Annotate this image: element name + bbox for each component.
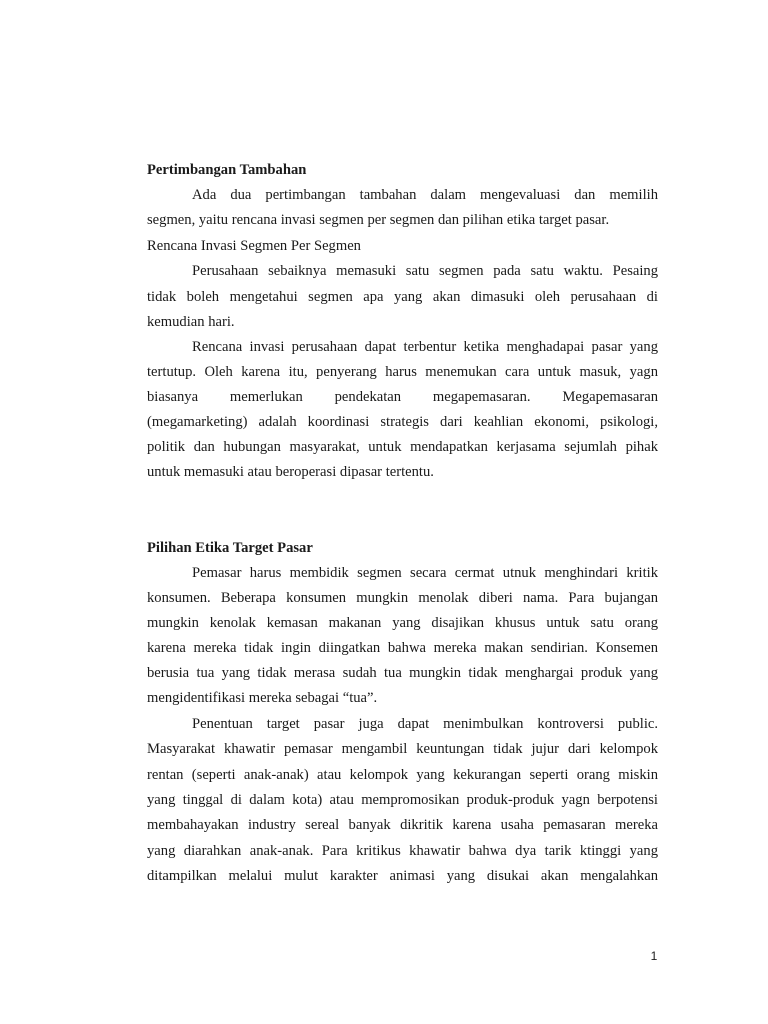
paragraph-line: (megamarketing) adalah koordinasi strategis dari keahlian ekonomi, psikologi,: [147, 414, 658, 430]
paragraph-line: Pemasar harus membidik segmen secara cermat utnuk menghindari kritik: [192, 565, 658, 581]
paragraph-line: politik dan hubungan masyarakat, untuk mendapatkan kerjasama sejumlah pihak: [147, 439, 658, 455]
paragraph-line: Ada dua pertimbangan tambahan dalam mengevaluasi dan memilih: [192, 187, 658, 203]
paragraph-line: yang diarahkan anak-anak. Para kritikus khawatir bahwa dya tarik ktinggi yang: [147, 843, 658, 859]
paragraph-line: konsumen. Beberapa konsumen mungkin menolak diberi nama. Para bujangan: [147, 590, 658, 606]
subheading-rencana-invasi: Rencana Invasi Segmen Per Segmen: [147, 238, 361, 254]
paragraph-line: Penentuan target pasar juga dapat menimbulkan kontroversi public.: [192, 716, 658, 732]
paragraph-line: tidak boleh mengetahui segmen apa yang akan dimasuki oleh perusahaan di: [147, 289, 658, 305]
paragraph-line: segmen, yaitu rencana invasi segmen per segmen dan pilihan etika target pasar.: [147, 212, 610, 228]
paragraph-line: biasanya memerlukan pendekatan megapemasaran. Megapemasaran: [147, 389, 658, 405]
paragraph-line: Masyarakat khawatir pemasar mengambil keuntungan tidak jujur dari kelompok: [147, 741, 658, 757]
paragraph-line: ditampilkan melalui mulut karakter animasi yang disukai akan mengalahkan: [147, 868, 658, 884]
paragraph-line: tertutup. Oleh karena itu, penyerang harus menemukan cara untuk masuk, yagn: [147, 364, 658, 380]
paragraph-line: karena mereka tidak ingin diingatkan bahwa mereka makan sendirian. Konsemen: [147, 640, 658, 656]
paragraph-line: mengidentifikasi mereka sebagai “tua”.: [147, 690, 378, 706]
paragraph-line: mungkin kenolak kemasan makanan yang disajikan khusus untuk satu orang: [147, 615, 658, 631]
page-number: 1: [650, 949, 658, 963]
paragraph-line: berusia tua yang tidak merasa sudah tua mungkin tidak menghargai produk yang: [147, 665, 658, 681]
paragraph-line: membahayakan industry sereal banyak dikritik karena usaha pemasaran mereka: [147, 817, 658, 833]
paragraph-line: untuk memasuki atau beroperasi dipasar tertentu.: [147, 464, 434, 480]
paragraph-line: Rencana invasi perusahaan dapat terbentur ketika menghadapai pasar yang: [192, 339, 658, 355]
paragraph-line: rentan (seperti anak-anak) atau kelompok yang kekurangan seperti orang miskin: [147, 767, 658, 783]
paragraph-line: kemudian hari.: [147, 314, 235, 330]
paragraph-line: yang tinggal di dalam kota) atau mempromosikan produk-produk yagn berpotensi: [147, 792, 658, 808]
paragraph-line: Perusahaan sebaiknya memasuki satu segmen pada satu waktu. Pesaing: [192, 263, 658, 279]
section-heading-pertimbangan-tambahan: Pertimbangan Tambahan: [147, 162, 307, 178]
section-heading-pilihan-etika: Pilihan Etika Target Pasar: [147, 540, 313, 556]
